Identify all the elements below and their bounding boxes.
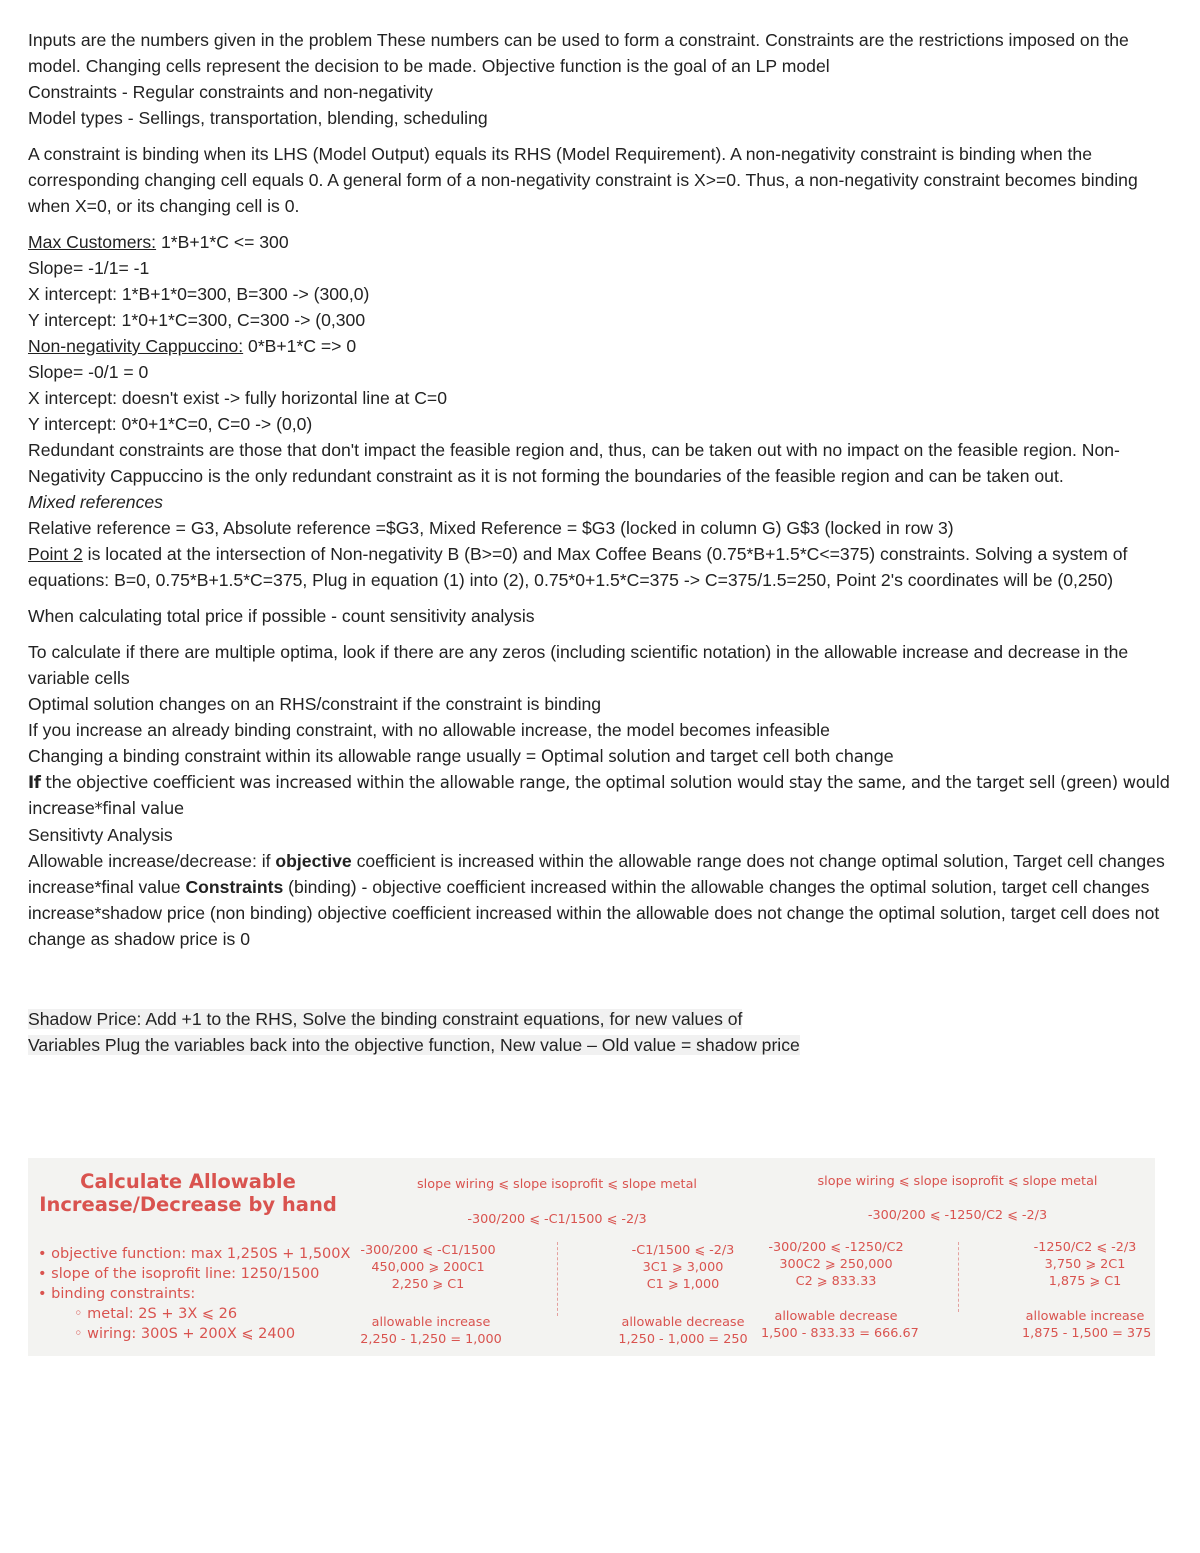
paragraph-optimal-changes: Optimal solution changes on an RHS/constraint if the constraint is binding [28,694,602,714]
shadow-price-line-1 [28,1006,1178,1032]
right-right-result-value: 1,875 - 1,500 = 375 [1022,1326,1152,1341]
mid-right-work [618,1242,748,1293]
shadow-price-line-2 [28,1032,1178,1058]
mid-left-work [358,1242,498,1293]
bullet-binding: • binding constraints: [38,1286,196,1302]
mid-header: slope wiring ⩽ slope isoprofit ⩽ slope metal [417,1177,697,1192]
sensitivity-heading: Sensitivty Analysis [28,825,173,845]
allowable-text-3: (binding) - objective coefficient increased within the allowable changes the optimal solution, target cell changes increase*shadow price (non binding) objective coefficient increased within the allowable does not change the optimal solution, target cell does not change as shadow price is 0 [28,877,1160,949]
x-intercept-line-1: X intercept: 1*B+1*0=300, B=300 -> (300,0) [28,284,370,304]
mid-right-line-2: 3C1 ⩾ 3,000 [642,1260,724,1275]
objective-coefficient-text: the objective coefficient was increased within the allowable range, the optimal solution would stay the same, and the target sell (green) would increase*final value [28,773,1170,818]
point-2-label: Point 2 [28,544,83,564]
mid-left-line-3: 2,250 ⩾ C1 [391,1277,465,1292]
right-left-line-1: -300/200 ⩽ -1250/C2 [768,1240,904,1255]
right-right-line-2: 3,750 ⩾ 2C1 [1044,1257,1126,1272]
allowable-calculation-image [28,1158,1155,1356]
slope-line-1: Slope= -1/1= -1 [28,258,150,278]
bullet-objective: • objective function: max 1,250S + 1,500X [38,1246,351,1262]
mid-right-result-label: allowable decrease [621,1315,745,1330]
right-right-line-3: 1,875 ⩾ C1 [1048,1274,1122,1289]
point-2-paragraph [28,541,1178,593]
max-customers-line [28,229,1178,255]
paragraph-constraints-types: Constraints - Regular constraints and non-negativity [28,82,433,102]
paragraph-multiple-optima: To calculate if there are multiple optima, look if there are any zeros (including scientific notation) in the allowable increase and decrease in the variable cells [28,642,1129,688]
panel-bullet-list [38,1244,350,1344]
mid-left-result-value: 2,250 - 1,250 = 1,000 [360,1332,502,1347]
right-right-result [1022,1308,1152,1342]
bullet-slope: • slope of the isoprofit line: 1250/1500 [38,1266,320,1282]
y-intercept-line-2: Y intercept: 0*0+1*C=0, C=0 -> (0,0) [28,414,313,434]
mid-left-line-1: -300/200 ⩽ -C1/1500 [360,1243,496,1258]
paragraph-binding: A constraint is binding when its LHS (Model Output) equals its RHS (Model Requirement). A non-negativity constraint is binding when the corresponding changing cell equals 0. A general form of a non-negativity constraint is X>=0. Thus, a non-negativity constraint becomes binding when X=0, or its changing cell is 0. [28,144,1138,216]
non-negativity-line [28,333,1178,359]
binding-range-text: Changing a binding constraint within its allowable range usually = [28,746,541,766]
right-left-line-3: C2 ⩾ 833.33 [795,1274,877,1289]
shadow-price-text-1: Shadow Price: Add +1 to the RHS, Solve the binding constraint equations, for new values of [28,1009,743,1029]
allowable-text-2: coefficient is increased within the allowable range does not change optimal solution, Target cell changes increase*final value [28,851,1165,897]
mid-right-line-1: -C1/1500 ⩽ -2/3 [631,1243,735,1258]
non-negativity-heading: Non-negativity Cappuccino: [28,336,244,356]
slope-line-2: Slope= -0/1 = 0 [28,362,149,382]
point-2-text: is located at the intersection of Non-negativity B (B>=0) and Max Coffee Beans (0.75*B+1.5*C<=375) constraints. Solving a system of equations: B=0, 0.75*B+1.5*C=375, Plug in equation (1) into (2), 0.75*0+1.5*C=375 -> C=375/1.5=250, Point 2's coordinates will be (0,250) [28,544,1128,590]
mid-left-result-label: allowable increase [371,1315,491,1330]
right-header: slope wiring ⩽ slope isoprofit ⩽ slope metal [817,1174,1098,1189]
panel-title: Calculate Allowable Increase/Decrease by hand [39,1170,337,1216]
mid-right-result-value: 1,250 - 1,000 = 250 [618,1332,748,1347]
paragraph-binding-range [28,743,1178,770]
right-subheader: -300/200 ⩽ -1250/C2 ⩽ -2/3 [867,1208,1048,1223]
right-right-result-label: allowable increase [1025,1309,1145,1324]
mid-right-line-3: C1 ⩾ 1,000 [646,1277,720,1292]
paragraph-infeasible: If you increase an already binding constraint, with no allowable increase, the model becomes infeasible [28,720,830,740]
bullet-metal: ◦ metal: 2S + 3X ⩽ 26 [74,1306,238,1322]
allowable-text-1: Allowable increase/decrease: if [28,851,276,871]
paragraph-objective-coefficient [28,770,1178,822]
mixed-references-heading: Mixed references [28,492,163,512]
shadow-price-text-2: Variables Plug the variables back into the objective function, New value – Old value = shadow price [28,1035,800,1055]
mid-right-result [618,1314,748,1348]
paragraph-total-price: When calculating total price if possible - count sensitivity analysis [28,606,535,626]
paragraph-allowable [28,848,1178,952]
constraints-bold: Constraints [185,877,284,897]
paragraph-model-types: Model types - Sellings, transportation, blending, scheduling [28,108,488,128]
bullet-wiring: ◦ wiring: 300S + 200X ⩽ 2400 [74,1326,296,1342]
x-intercept-line-2: X intercept: doesn't exist -> fully horizontal line at C=0 [28,388,447,408]
paragraph-inputs: Inputs are the numbers given in the problem These numbers can be used to form a constraint. Constraints are the restrictions imposed on the model. Changing cells represent the decision to be made. Objective function is the goal of an LP model [28,30,1129,76]
right-right-work [1022,1239,1148,1290]
right-divider [958,1242,959,1312]
paragraph-redundant: Redundant constraints are those that don't impact the feasible region and, thus, can be taken out with no impact on the feasible region. Non-Negativity Cappuccino is the only redundant constraint as it is not forming the boundaries of the feasible region and can be taken out. [28,440,1120,486]
mid-subheader: -300/200 ⩽ -C1/1500 ⩽ -2/3 [467,1212,647,1227]
objective-bold: objective [275,851,352,871]
right-right-line-1: -1250/C2 ⩽ -2/3 [1033,1240,1137,1255]
y-intercept-line-1: Y intercept: 1*0+1*C=300, C=300 -> (0,300 [28,310,366,330]
binding-range-result: Optimal solution and target cell both change [540,747,894,766]
max-customers-equation: 1*B+1*C <= 300 [156,232,289,252]
right-left-work [761,1239,911,1290]
mid-left-result [358,1314,504,1348]
mid-left-line-2: 450,000 ⩾ 200C1 [371,1260,485,1275]
references-line: Relative reference = G3, Absolute reference =$G3, Mixed Reference = $G3 (locked in column G) G$3 (locked in row 3) [28,518,954,538]
max-customers-heading: Max Customers: [28,232,157,252]
non-negativity-equation: 0*B+1*C => 0 [243,336,357,356]
if-bold: If [28,773,41,792]
right-left-result-label: allowable decrease [774,1309,898,1324]
mid-divider [557,1242,558,1316]
right-left-line-2: 300C2 ⩾ 250,000 [779,1257,893,1272]
right-left-result [761,1308,919,1342]
document-body [28,27,1178,1058]
right-left-result-value: 1,500 - 833.33 = 666.67 [761,1326,919,1341]
